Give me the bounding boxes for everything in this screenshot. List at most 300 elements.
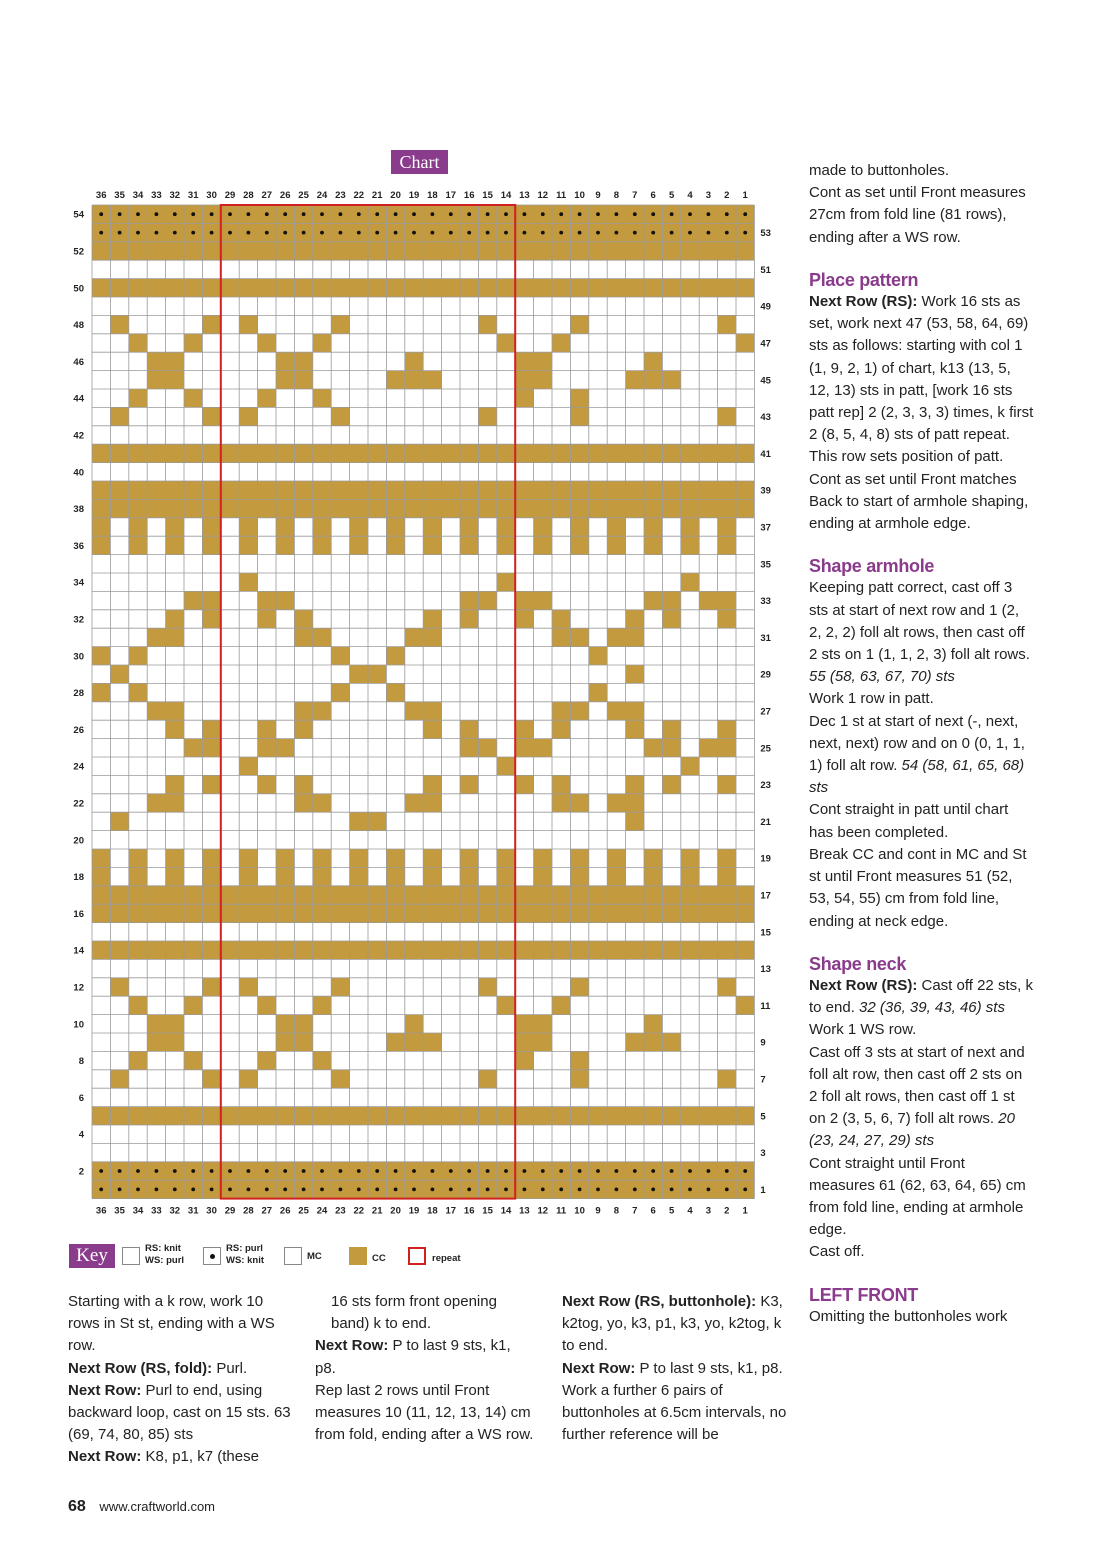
chart-cell-cc: [534, 941, 552, 959]
chart-cell-cc: [386, 683, 404, 701]
chart-column-number: 29: [224, 1205, 236, 1217]
chart-cell-cc: [313, 444, 331, 462]
chart-column-number: 32: [169, 1205, 181, 1217]
chart-column-number: 28: [243, 1205, 254, 1217]
chart-cell-cc: [405, 279, 423, 297]
chart-purl-dot: [559, 231, 563, 235]
chart-purl-dot: [578, 212, 582, 216]
chart-cell-cc: [258, 444, 276, 462]
chart-cell-cc: [239, 904, 257, 922]
chart-cell-cc: [110, 279, 128, 297]
chart-cell-cc: [534, 739, 552, 757]
chart-cell-cc: [368, 904, 386, 922]
chart-cell-cc: [276, 941, 294, 959]
chart-cell-cc: [681, 904, 699, 922]
chart-row-number: 13: [760, 964, 771, 976]
chart-cell-cc: [497, 536, 515, 554]
chart-cell-cc: [184, 591, 202, 609]
chart-row-number: 5: [760, 1111, 766, 1123]
chart-cell-cc: [515, 591, 533, 609]
chart-cell-cc: [239, 1070, 257, 1088]
key-label-knit: RS: knit WS: purl: [145, 1243, 185, 1266]
chart-cell-cc: [405, 499, 423, 517]
chart-cell-cc: [258, 1051, 276, 1069]
chart-cell-cc: [607, 518, 625, 536]
chart-cell-cc: [552, 775, 570, 793]
chart-purl-dot: [375, 231, 379, 235]
chart-cell-cc: [129, 334, 147, 352]
chart-row-number: 27: [760, 706, 771, 718]
chart-cell-cc: [92, 904, 110, 922]
chart-cell-cc: [589, 444, 607, 462]
chart-cell-cc: [147, 352, 165, 370]
chart-row-number: 43: [760, 412, 771, 424]
chart-cell-cc: [129, 1051, 147, 1069]
heading-left-front: LEFT FRONT: [809, 1284, 918, 1305]
chart-cell-cc: [460, 536, 478, 554]
chart-purl-dot: [173, 1188, 177, 1192]
chart-cell-cc: [166, 904, 184, 922]
knitting-chart: [60, 180, 790, 1220]
chart-cell-cc: [386, 867, 404, 885]
chart-cell-cc: [607, 904, 625, 922]
chart-cell-cc: [534, 371, 552, 389]
chart-cell-cc: [202, 941, 220, 959]
chart-cell-cc: [258, 1107, 276, 1125]
chart-column-number: 9: [595, 190, 601, 201]
chart-row-number: 50: [73, 283, 84, 295]
chart-cell-cc: [478, 904, 496, 922]
chart-cell-cc: [313, 867, 331, 885]
chart-cell-cc: [644, 499, 662, 517]
chart-column-number: 14: [500, 1205, 512, 1217]
heading-place-pattern: Place pattern: [809, 269, 919, 290]
chart-cell-cc: [644, 904, 662, 922]
chart-purl-dot: [247, 231, 251, 235]
chart-cell-cc: [129, 904, 147, 922]
chart-cell-cc: [718, 941, 736, 959]
chart-cell-cc: [258, 739, 276, 757]
chart-cell-cc: [92, 683, 110, 701]
chart-cell-cc: [534, 536, 552, 554]
heading-shape-neck: Shape neck: [809, 953, 907, 974]
chart-cell-cc: [386, 279, 404, 297]
chart-cell-cc: [147, 628, 165, 646]
text-column-1: [68, 1291, 293, 1469]
chart-cell-cc: [423, 536, 441, 554]
chart-cell-cc: [552, 886, 570, 904]
chart-cell-cc: [718, 720, 736, 738]
chart-column-number: 10: [574, 1205, 585, 1217]
chart-cell-cc: [570, 518, 588, 536]
chart-column-number: 4: [687, 1205, 693, 1217]
chart-cell-cc: [258, 996, 276, 1014]
chart-purl-dot: [265, 212, 269, 216]
chart-cell-cc: [552, 996, 570, 1014]
chart-purl-dot: [191, 1188, 195, 1192]
chart-cell-cc: [350, 665, 368, 683]
chart-row-number: 52: [73, 246, 84, 258]
chart-cell-cc: [202, 444, 220, 462]
chart-cell-cc: [331, 941, 349, 959]
chart-row-number: 45: [760, 375, 771, 387]
chart-purl-dot: [118, 1169, 122, 1173]
chart-cell-cc: [570, 978, 588, 996]
chart-cell-cc: [258, 886, 276, 904]
chart-purl-dot: [578, 1169, 582, 1173]
chart-cell-cc: [570, 867, 588, 885]
chart-cell-cc: [239, 941, 257, 959]
chart-cell-cc: [386, 904, 404, 922]
chart-purl-dot: [191, 212, 195, 216]
paragraph: Next Row: Purl to end, using backward loop, cast on 15 sts. 63 (69, 74, 80, 85) sts: [68, 1381, 291, 1444]
chart-purl-dot: [99, 231, 103, 235]
chart-column-number: 21: [371, 1205, 383, 1217]
chart-cell-cc: [699, 499, 717, 517]
chart-cell-cc: [534, 867, 552, 885]
paragraph: Work 1 WS row.: [809, 1021, 917, 1039]
chart-purl-dot: [210, 212, 214, 216]
chart-cell-cc: [331, 242, 349, 260]
chart-purl-dot: [339, 1169, 343, 1173]
chart-cell-cc: [239, 867, 257, 885]
chart-row-number: 23: [760, 780, 771, 792]
chart-purl-dot: [743, 1169, 747, 1173]
chart-cell-cc: [129, 867, 147, 885]
paragraph: Work 1 row in patt.: [809, 690, 934, 708]
chart-cell-cc: [110, 904, 128, 922]
paragraph: Cont straight in patt until chart has been completed.: [809, 801, 1009, 841]
chart-purl-dot: [228, 1169, 232, 1173]
chart-cell-cc: [368, 499, 386, 517]
chart-purl-dot: [394, 1188, 398, 1192]
chart-cell-cc: [478, 1107, 496, 1125]
chart-row-number: 31: [760, 632, 771, 644]
chart-purl-dot: [651, 212, 655, 216]
chart-cell-cc: [497, 573, 515, 591]
chart-cell-cc: [276, 1033, 294, 1051]
chart-cell-cc: [129, 499, 147, 517]
chart-row-number: 20: [73, 835, 84, 847]
chart-column-number: 13: [519, 190, 530, 201]
chart-cell-cc: [460, 739, 478, 757]
chart-cell-cc: [423, 794, 441, 812]
key-swatch-knit: [122, 1247, 140, 1265]
chart-cell-cc: [736, 334, 754, 352]
chart-cell-cc: [497, 904, 515, 922]
chart-cell-cc: [166, 775, 184, 793]
chart-cell-cc: [386, 647, 404, 665]
chart-cell-cc: [662, 371, 680, 389]
chart-cell-cc: [202, 315, 220, 333]
chart-row-number: 54: [73, 209, 84, 221]
chart-cell-cc: [350, 279, 368, 297]
chart-row-number: 9: [760, 1037, 766, 1049]
chart-cell-cc: [478, 886, 496, 904]
chart-cell-cc: [202, 904, 220, 922]
chart-cell-cc: [184, 941, 202, 959]
chart-cell-cc: [239, 849, 257, 867]
chart-purl-dot: [651, 231, 655, 235]
chart-cell-cc: [644, 536, 662, 554]
chart-cell-cc: [699, 886, 717, 904]
chart-row-number: 14: [73, 945, 84, 957]
chart-cell-cc: [644, 518, 662, 536]
chart-column-number: 6: [650, 190, 656, 201]
chart-purl-dot: [357, 1169, 361, 1173]
chart-cell-cc: [662, 1107, 680, 1125]
chart-cell-cc: [258, 610, 276, 628]
chart-cell-cc: [166, 867, 184, 885]
chart-cell-cc: [258, 481, 276, 499]
chart-cell-cc: [589, 279, 607, 297]
chart-purl-dot: [118, 1188, 122, 1192]
chart-cell-cc: [92, 886, 110, 904]
chart-cell-cc: [221, 481, 239, 499]
chart-cell-cc: [515, 242, 533, 260]
chart-cell-cc: [423, 702, 441, 720]
chart-purl-dot: [449, 212, 453, 216]
chart-cell-cc: [589, 904, 607, 922]
chart-cell-cc: [534, 352, 552, 370]
chart-cell-cc: [718, 279, 736, 297]
chart-cell-cc: [294, 610, 312, 628]
chart-cell-cc: [534, 1107, 552, 1125]
chart-purl-dot: [155, 1169, 159, 1173]
chart-purl-dot: [228, 212, 232, 216]
chart-cell-cc: [626, 371, 644, 389]
chart-cell-cc: [294, 279, 312, 297]
chart-cell-cc: [626, 702, 644, 720]
chart-purl-dot: [670, 1169, 674, 1173]
chart-cell-cc: [294, 702, 312, 720]
chart-purl-dot: [596, 1188, 600, 1192]
paragraph: Cont straight until Front measures 61 (62, 63, 64, 65) cm from fold line, ending at armhole edge.: [809, 1154, 1026, 1239]
chart-cell-cc: [166, 702, 184, 720]
chart-cell-cc: [552, 628, 570, 646]
chart-cell-cc: [662, 904, 680, 922]
chart-cell-cc: [129, 518, 147, 536]
chart-column-number: 25: [298, 1205, 309, 1217]
chart-cell-cc: [718, 407, 736, 425]
chart-cell-cc: [699, 591, 717, 609]
chart-cell-cc: [644, 1033, 662, 1051]
chart-cell-cc: [313, 904, 331, 922]
chart-cell-cc: [147, 794, 165, 812]
chart-row-number: 30: [73, 651, 84, 663]
chart-purl-dot: [615, 231, 619, 235]
chart-cell-cc: [552, 444, 570, 462]
chart-cell-cc: [515, 444, 533, 462]
chart-purl-dot: [228, 1188, 232, 1192]
chart-purl-dot: [467, 1169, 471, 1173]
chart-purl-dot: [467, 212, 471, 216]
chart-purl-dot: [578, 231, 582, 235]
chart-purl-dot: [523, 1169, 527, 1173]
chart-cell-cc: [202, 610, 220, 628]
chart-column-number: 8: [613, 1205, 620, 1217]
chart-cell-cc: [460, 886, 478, 904]
chart-cell-cc: [331, 315, 349, 333]
chart-cell-cc: [221, 279, 239, 297]
chart-cell-cc: [460, 279, 478, 297]
chart-cell-cc: [570, 1070, 588, 1088]
chart-purl-dot: [431, 1169, 435, 1173]
chart-cell-cc: [129, 886, 147, 904]
chart-cell-cc: [221, 904, 239, 922]
chart-cell-cc: [110, 665, 128, 683]
chart-cell-cc: [460, 610, 478, 628]
chart-purl-dot: [375, 212, 379, 216]
chart-cell-cc: [313, 886, 331, 904]
chart-cell-cc: [552, 279, 570, 297]
chart-cell-cc: [534, 242, 552, 260]
chart-cell-cc: [662, 720, 680, 738]
chart-cell-cc: [644, 886, 662, 904]
paragraph: Cast off.: [809, 1243, 865, 1261]
chart-row-number: 36: [73, 540, 84, 552]
chart-cell-cc: [386, 536, 404, 554]
chart-cell-cc: [497, 867, 515, 885]
chart-cell-cc: [736, 481, 754, 499]
chart-row-number: 49: [760, 301, 771, 313]
chart-cell-cc: [294, 628, 312, 646]
chart-cell-cc: [184, 334, 202, 352]
chart-purl-dot: [394, 231, 398, 235]
chart-purl-dot: [743, 231, 747, 235]
chart-purl-dot: [578, 1188, 582, 1192]
chart-cell-cc: [644, 444, 662, 462]
chart-cell-cc: [423, 279, 441, 297]
website-link[interactable]: www.craftworld.com: [99, 1499, 215, 1514]
chart-cell-cc: [552, 481, 570, 499]
chart-cell-cc: [368, 941, 386, 959]
chart-cell-cc: [460, 591, 478, 609]
chart-purl-dot: [670, 212, 674, 216]
chart-column-number: 23: [335, 1205, 346, 1217]
chart-cell-cc: [313, 1051, 331, 1069]
chart-cell-cc: [221, 242, 239, 260]
chart-cell-cc: [644, 279, 662, 297]
chart-row-number: 51: [760, 264, 771, 276]
chart-purl-dot: [504, 231, 508, 235]
chart-cell-cc: [497, 1107, 515, 1125]
chart-cell-cc: [515, 389, 533, 407]
chart-row-number: 41: [760, 448, 771, 460]
chart-cell-cc: [147, 1107, 165, 1125]
chart-purl-dot: [467, 231, 471, 235]
chart-cell-cc: [644, 1107, 662, 1125]
chart-cell-cc: [386, 941, 404, 959]
chart-column-number: 36: [95, 190, 107, 201]
chart-purl-dot: [302, 1188, 306, 1192]
chart-cell-cc: [515, 904, 533, 922]
chart-row-number: 53: [760, 228, 771, 240]
chart-cell-cc: [423, 518, 441, 536]
chart-purl-dot: [155, 231, 159, 235]
chart-cell-cc: [350, 444, 368, 462]
chart-cell-cc: [681, 536, 699, 554]
chart-cell-cc: [644, 1015, 662, 1033]
chart-row-number: 38: [73, 504, 84, 516]
chart-cell-cc: [589, 481, 607, 499]
chart-cell-cc: [607, 702, 625, 720]
chart-cell-cc: [294, 886, 312, 904]
chart-purl-dot: [412, 231, 416, 235]
chart-column-number: 10: [574, 190, 585, 201]
chart-cell-cc: [681, 1107, 699, 1125]
chart-purl-dot: [412, 1188, 416, 1192]
chart-purl-dot: [283, 1169, 287, 1173]
chart-cell-cc: [662, 242, 680, 260]
chart-cell-cc: [350, 481, 368, 499]
chart-purl-dot: [523, 1188, 527, 1192]
chart-cell-cc: [423, 720, 441, 738]
chart-cell-cc: [460, 849, 478, 867]
chart-cell-cc: [202, 242, 220, 260]
chart-column-number: 30: [206, 190, 217, 201]
chart-column-number: 14: [500, 190, 512, 201]
chart-cell-cc: [662, 610, 680, 628]
paragraph: Keeping patt correct, cast off 3 sts at start of next row and 1 (2, 2, 2, 2) foll alt rows, then cast off 2 sts on 1 (1, 1, 2, 3) foll alt rows. 55 (58, 63, 67, 70) sts: [809, 579, 1030, 686]
chart-cell-cc: [258, 720, 276, 738]
chart-purl-dot: [707, 1169, 711, 1173]
chart-purl-dot: [707, 212, 711, 216]
chart-cell-cc: [110, 978, 128, 996]
chart-cell-cc: [570, 407, 588, 425]
chart-cell-cc: [368, 481, 386, 499]
chart-cell-cc: [92, 242, 110, 260]
chart-cell-cc: [460, 775, 478, 793]
chart-cell-cc: [662, 499, 680, 517]
chart-row-number: 26: [73, 724, 84, 736]
chart-purl-dot: [155, 212, 159, 216]
key-swatch-mc: [284, 1247, 302, 1265]
chart-cell-cc: [294, 352, 312, 370]
chart-cell-cc: [166, 279, 184, 297]
chart-cell-cc: [589, 499, 607, 517]
chart-purl-dot: [320, 231, 324, 235]
chart-column-number: 1: [742, 1205, 748, 1217]
chart-row-number: 39: [760, 485, 771, 497]
chart-cell-cc: [405, 702, 423, 720]
chart-cell-cc: [166, 1015, 184, 1033]
chart-cell-cc: [515, 1015, 533, 1033]
chart-cell-cc: [478, 499, 496, 517]
chart-row-number: 37: [760, 522, 771, 534]
chart-row-number: 40: [73, 467, 84, 479]
chart-cell-cc: [368, 812, 386, 830]
chart-cell-cc: [442, 444, 460, 462]
chart-cell-cc: [129, 683, 147, 701]
chart-cell-cc: [681, 867, 699, 885]
chart-cell-cc: [258, 279, 276, 297]
chart-cell-cc: [313, 1107, 331, 1125]
chart-row-number: 6: [78, 1092, 84, 1104]
chart-cell-cc: [166, 499, 184, 517]
chart-row-number: 44: [73, 393, 84, 405]
chart-cell-cc: [331, 279, 349, 297]
chart-cell-cc: [147, 444, 165, 462]
chart-column-number: 11: [556, 1205, 567, 1217]
chart-cell-cc: [423, 1033, 441, 1051]
chart-cell-cc: [147, 702, 165, 720]
chart-cell-cc: [736, 499, 754, 517]
chart-purl-dot: [559, 1169, 563, 1173]
chart-cell-cc: [681, 279, 699, 297]
chart-cell-cc: [699, 279, 717, 297]
chart-cell-cc: [570, 849, 588, 867]
